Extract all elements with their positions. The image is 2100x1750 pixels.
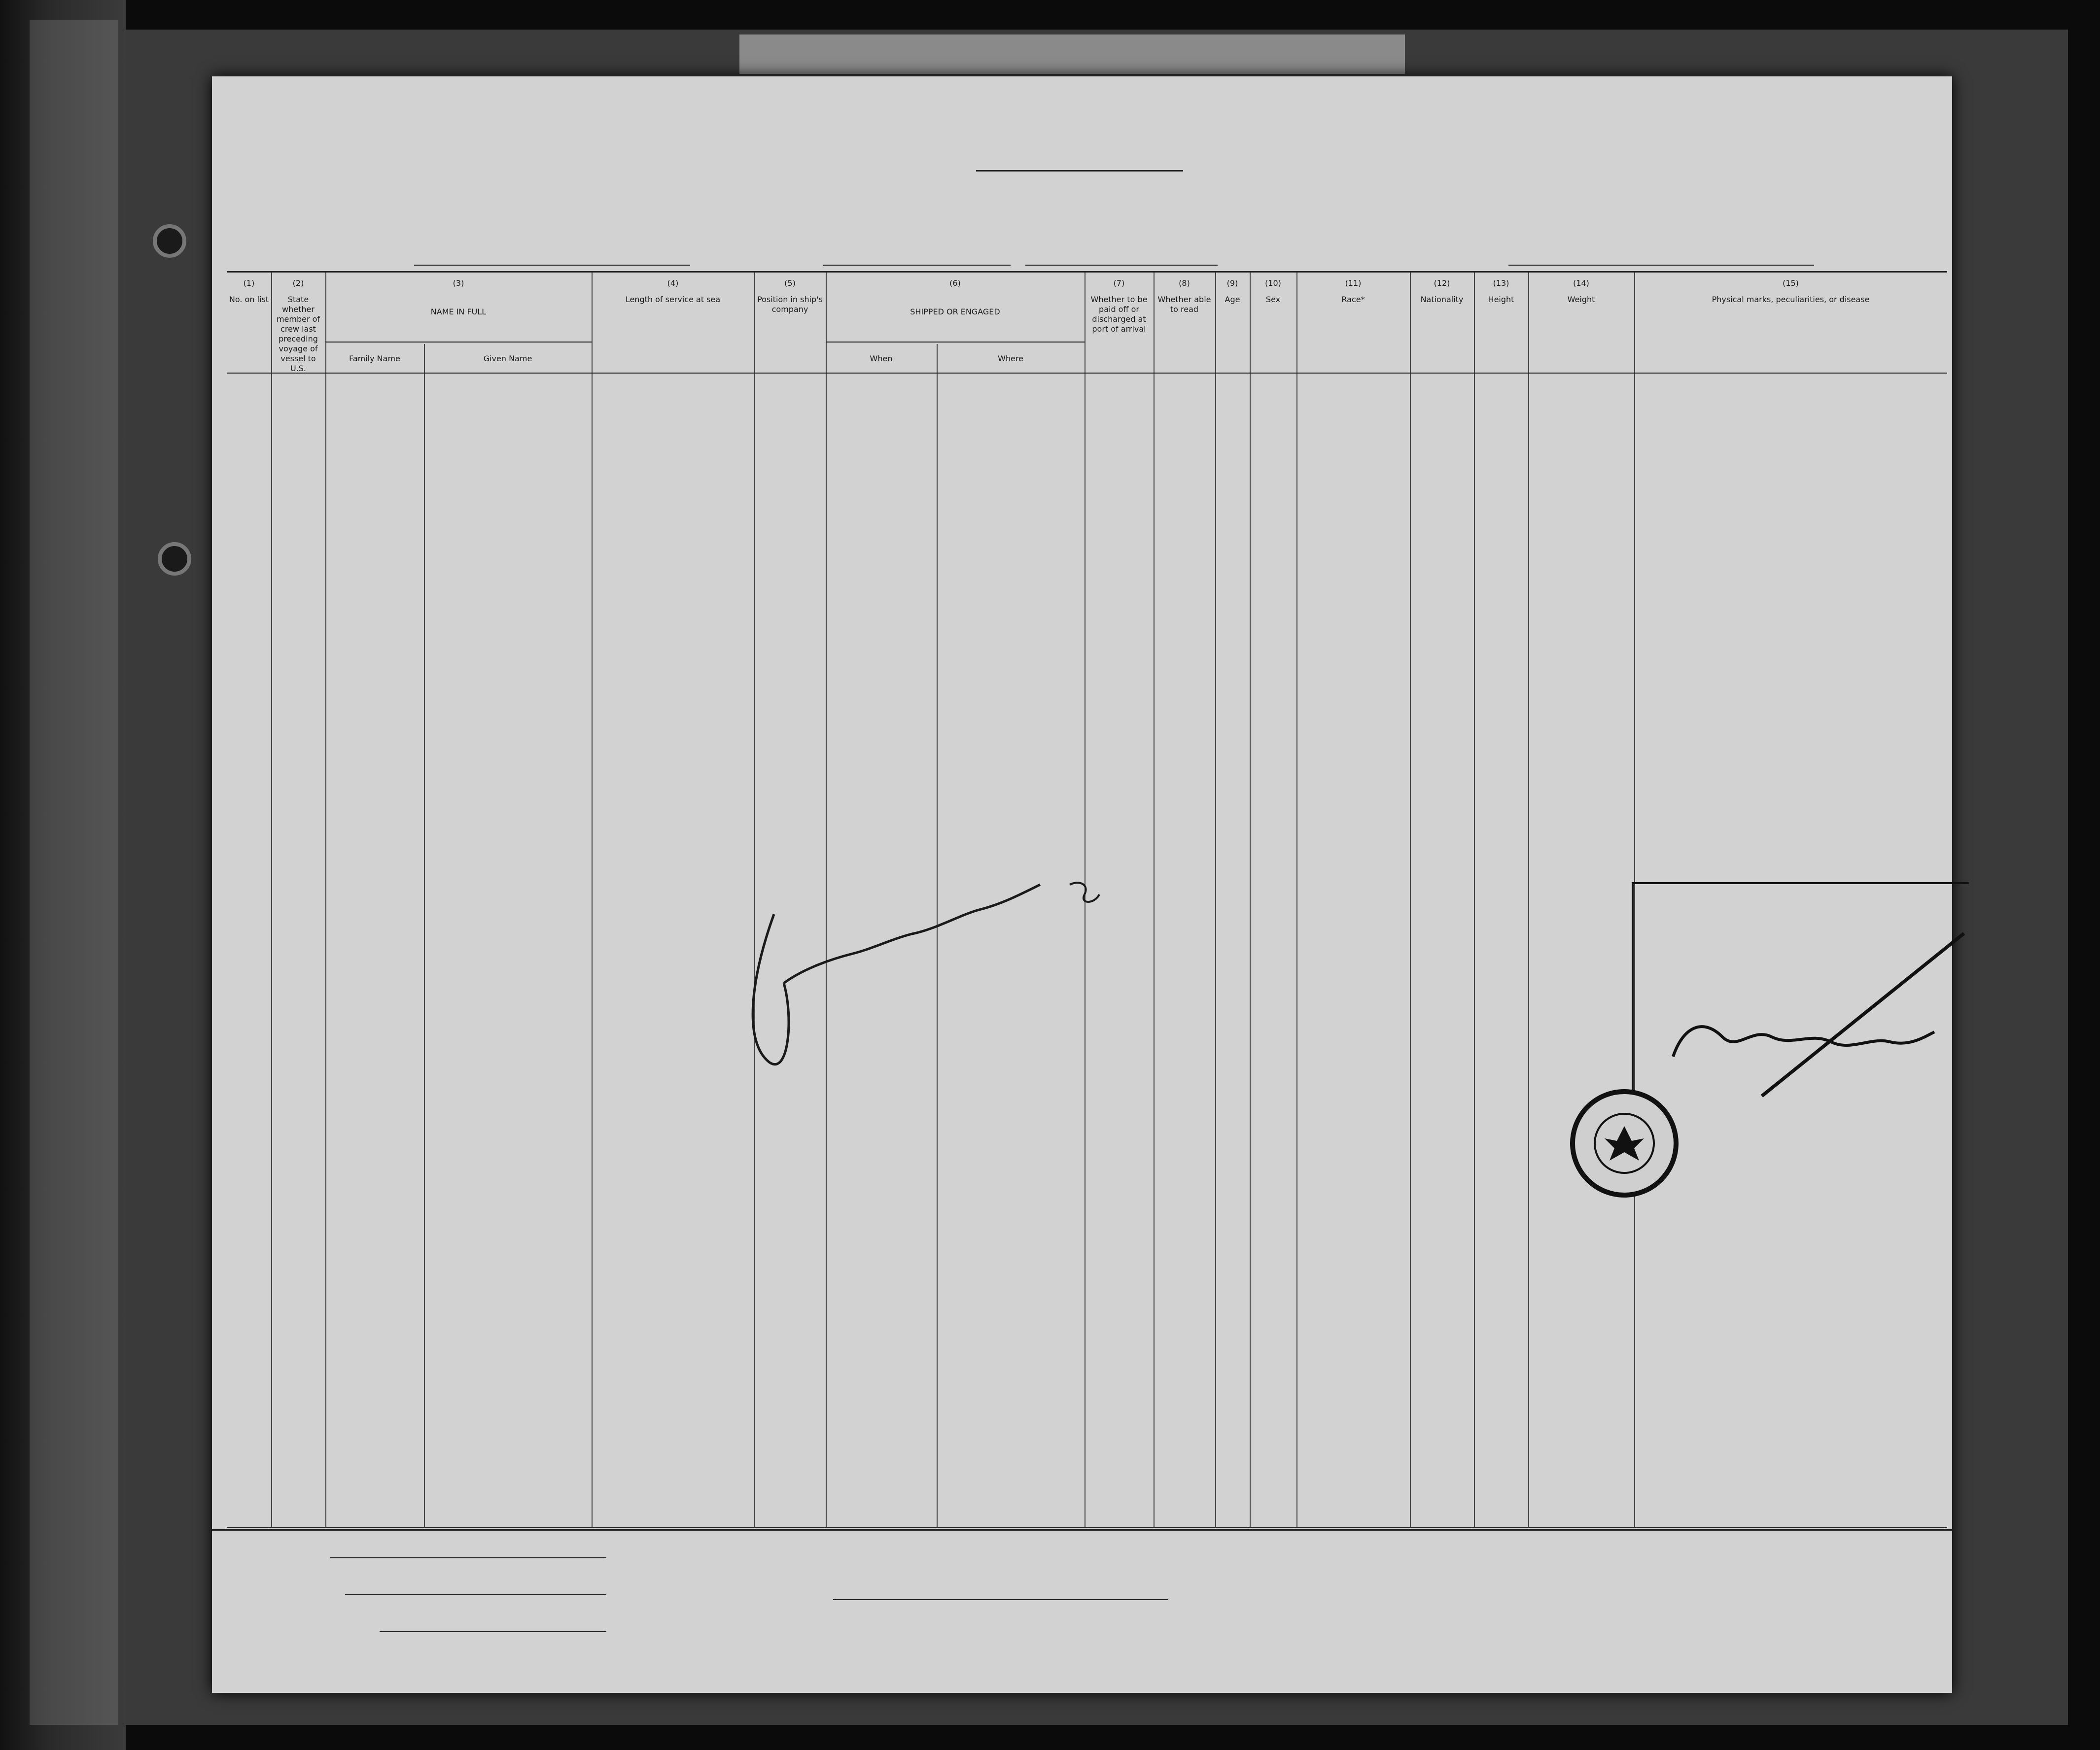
inspector-signature-line [833, 1599, 1168, 1600]
column-number: (15) [1783, 278, 1799, 288]
column-divider [1154, 273, 1155, 1527]
header-bottom-rule [227, 373, 1947, 374]
column-divider [424, 344, 425, 1527]
column-header: SHIPPED OR ENGAGED [910, 307, 1000, 316]
header-divider [325, 342, 592, 343]
column-number: (7) [1113, 278, 1125, 288]
consulate-stamp [1632, 882, 1969, 1140]
header-divider [826, 342, 1085, 343]
column-number: (6) [949, 278, 961, 288]
column-header: Nationality [1420, 295, 1464, 304]
column-header: Whether able to read [1157, 295, 1211, 314]
column-header: Position in ship's company [757, 295, 823, 314]
column-number: (14) [1573, 278, 1589, 288]
vessel-line [340, 239, 1819, 274]
underline [345, 1594, 606, 1595]
underline [1508, 265, 1814, 266]
column-divider [1296, 273, 1297, 1527]
column-header: Weight [1567, 295, 1595, 304]
manifest-sheet [212, 76, 1952, 1693]
column-subheader: When [870, 354, 893, 363]
column-number: (10) [1265, 278, 1281, 288]
column-divider [1250, 273, 1251, 1527]
column-number: (8) [1179, 278, 1190, 288]
punch-hole [158, 542, 191, 576]
column-divider [1528, 273, 1529, 1527]
column-number: (3) [453, 278, 464, 288]
punch-hole [153, 224, 186, 258]
cancel-stroke [1634, 884, 1969, 1140]
column-divider [1215, 273, 1216, 1527]
underline [380, 1631, 606, 1632]
column-number: (5) [784, 278, 796, 288]
column-number: (9) [1226, 278, 1238, 288]
column-header: Sex [1265, 295, 1281, 304]
underline [1025, 265, 1218, 266]
consulate-seal [1570, 1089, 1679, 1198]
column-header: State whether member of crew last preceding voyage of vessel to U.S. [276, 295, 320, 373]
column-divider [325, 273, 326, 1527]
column-divider [271, 273, 272, 1527]
binder-edge [30, 20, 118, 1725]
column-number: (4) [667, 278, 679, 288]
affidavit-header-strip [739, 34, 1405, 74]
footer-rule [212, 1529, 1952, 1531]
title-rule [976, 170, 1183, 172]
column-header: NAME IN FULL [430, 307, 487, 316]
column-subheader: Family Name [349, 354, 400, 363]
column-header: Height [1488, 295, 1514, 304]
column-subheader: Given Name [483, 354, 532, 363]
column-header: Race* [1341, 295, 1365, 304]
column-divider [592, 273, 593, 1527]
underline [823, 265, 1011, 266]
column-divider [1474, 273, 1475, 1527]
column-header: No. on list [229, 295, 269, 304]
column-header: Physical marks, peculiarities, or disease [1712, 295, 1870, 304]
sheet-number [1720, 111, 1729, 128]
inspector-signature [705, 855, 1149, 1092]
column-number: (11) [1345, 278, 1362, 288]
eagle-seal-icon [1575, 1094, 1674, 1193]
column-divider [1410, 273, 1411, 1527]
column-number: (13) [1493, 278, 1509, 288]
column-number: (1) [243, 278, 255, 288]
column-header: Whether to be paid off or discharged at port of arrival [1090, 295, 1148, 334]
column-subheader: Where [998, 354, 1023, 363]
column-header: Age [1225, 295, 1240, 304]
underline [414, 265, 690, 266]
underline [330, 1557, 606, 1558]
column-number: (2) [292, 278, 304, 288]
column-number: (12) [1434, 278, 1450, 288]
column-header: Length of service at sea [625, 295, 721, 304]
